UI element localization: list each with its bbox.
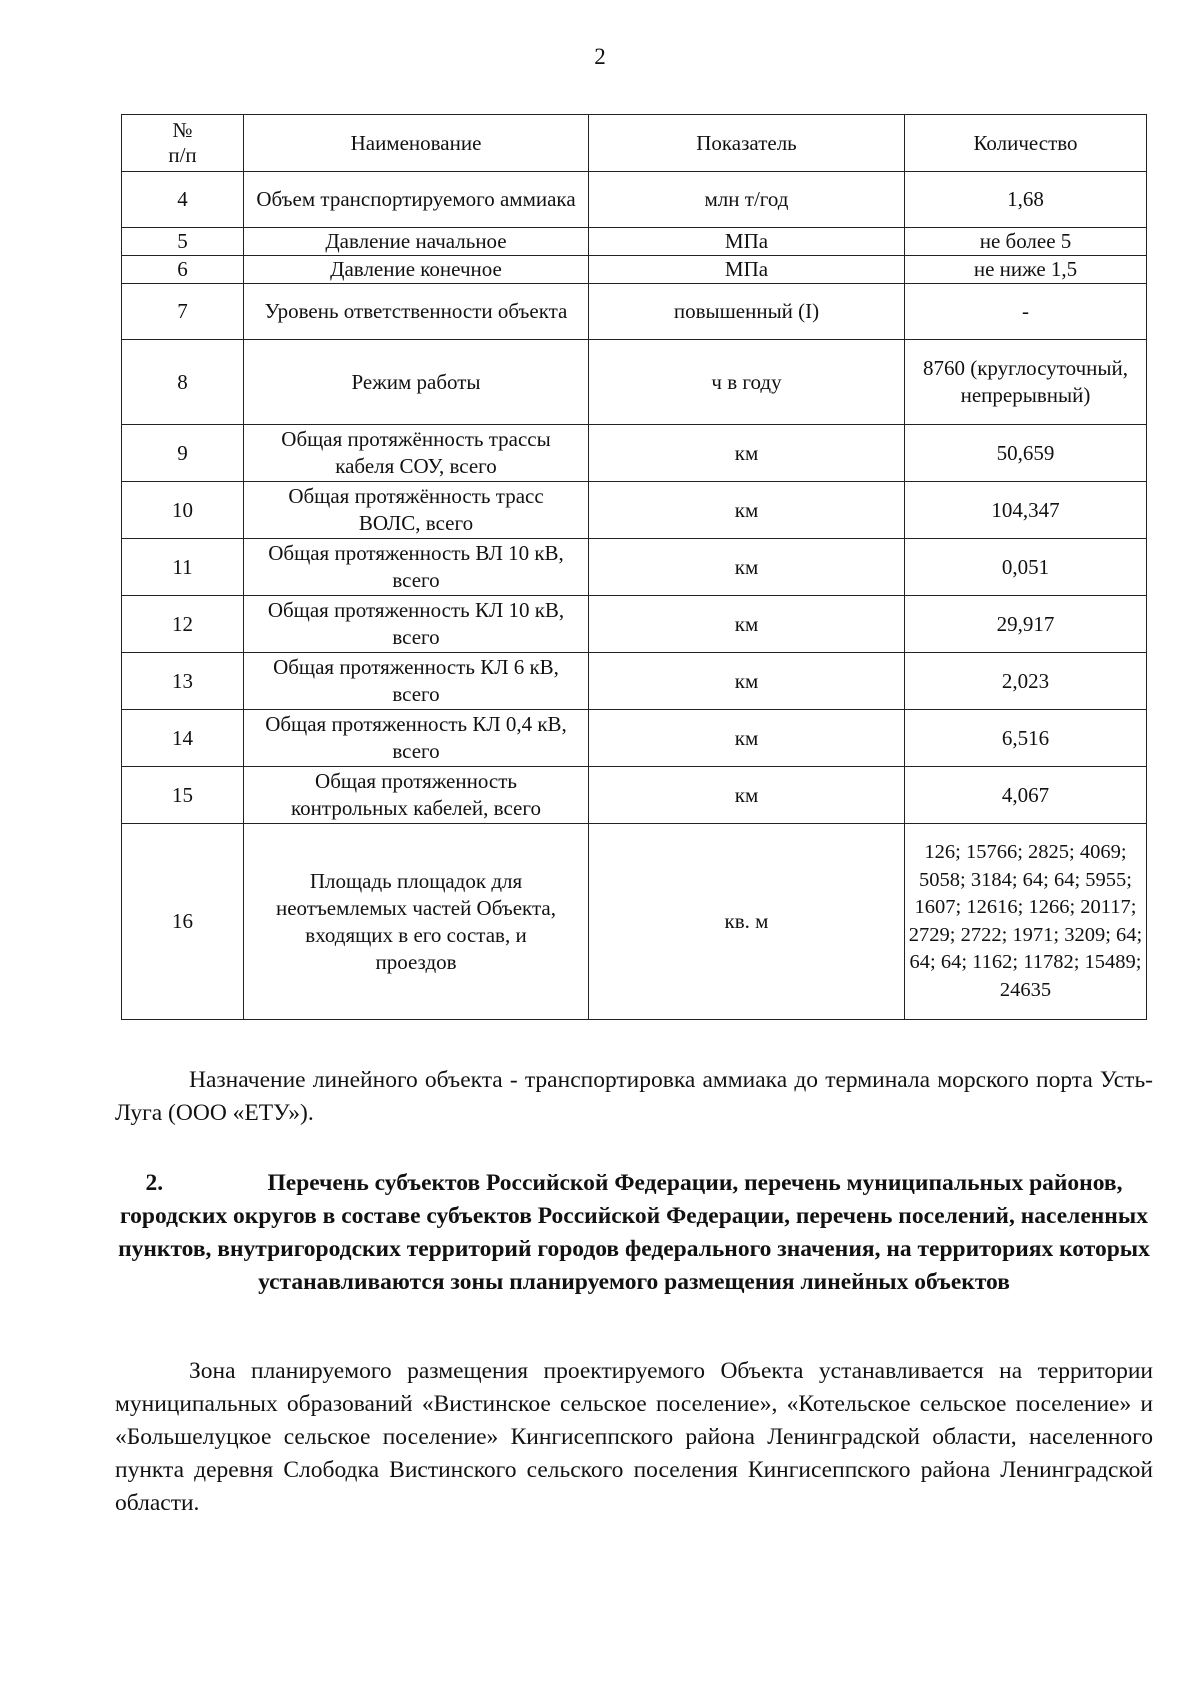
row-number: 16 — [122, 824, 244, 1020]
header-quantity: Количество — [905, 115, 1147, 172]
row-indicator: МПа — [589, 256, 905, 284]
row-indicator: повышенный (I) — [589, 284, 905, 340]
row-quantity: 0,051 — [905, 539, 1147, 596]
row-name: Общая протяжённость трассы кабеля СОУ, всего — [244, 425, 589, 482]
table-row — [122, 653, 1147, 710]
table-row — [122, 172, 1147, 228]
row-indicator: ч в году — [589, 340, 905, 425]
table-row — [122, 482, 1147, 539]
header-name: Наименование — [244, 115, 589, 172]
row-number: 9 — [122, 425, 244, 482]
page-number: 2 — [594, 44, 606, 69]
table-row — [122, 710, 1147, 767]
row-quantity: 29,917 — [905, 596, 1147, 653]
row-indicator: км — [589, 482, 905, 539]
row-quantity: 2,023 — [905, 653, 1147, 710]
table-row — [122, 539, 1147, 596]
row-indicator: км — [589, 425, 905, 482]
row-number: 10 — [122, 482, 244, 539]
table-row — [122, 596, 1147, 653]
row-quantity: 126; 15766; 2825; 4069; 5058; 3184; 64; 64; 5955; 1607; 12616; 1266; 20117; 2729; 2722; 1971; 3209; 64; 64; 64; 1162; 11782; 15489; 24635 — [905, 824, 1147, 1020]
row-number: 14 — [122, 710, 244, 767]
zone-paragraph: Зона планируемого размещения проектируемого Объекта устанавливается на территории муниципальных образований «Вистинское сельское поселение», «Котельское сельское поселение» и «Большелуцкое сельское поселение» Кингисеппского района Ленинградской области, населенного пункта деревня Слободка Вистинского сельского поселения Кингисеппского района Ленинградской области. — [115, 1358, 1153, 1516]
row-number: 13 — [122, 653, 244, 710]
row-indicator: км — [589, 710, 905, 767]
table-row — [122, 767, 1147, 824]
row-name: Давление начальное — [244, 228, 589, 256]
row-name: Общая протяженность КЛ 6 кВ, всего — [244, 653, 589, 710]
row-quantity: 8760 (круглосуточный, непрерывный) — [905, 340, 1147, 425]
table-row — [122, 284, 1147, 340]
row-name: Объем транспортируемого аммиака — [244, 172, 589, 228]
row-quantity: не ниже 1,5 — [905, 256, 1147, 284]
row-number: 11 — [122, 539, 244, 596]
table-row — [122, 340, 1147, 425]
row-quantity: 6,516 — [905, 710, 1147, 767]
row-number: 6 — [122, 256, 244, 284]
row-quantity: 50,659 — [905, 425, 1147, 482]
purpose-paragraph: Назначение линейного объекта - транспортировка аммиака до терминала морского порта Усть-Луга (ООО «ЕТУ»). — [115, 1067, 1153, 1126]
row-quantity: - — [905, 284, 1147, 340]
section-2-heading — [115, 1167, 1153, 1299]
row-name: Общая протяженность ВЛ 10 кВ, всего — [244, 539, 589, 596]
row-number: 5 — [122, 228, 244, 256]
header-number: № п/п — [122, 115, 244, 172]
row-name: Площадь площадок для неотъемлемых частей Объекта, входящих в его состав, и проездов — [244, 824, 589, 1020]
row-name: Общая протяженность контрольных кабелей, всего — [244, 767, 589, 824]
table-row — [122, 425, 1147, 482]
row-number: 15 — [122, 767, 244, 824]
row-quantity: 1,68 — [905, 172, 1147, 228]
section-number: 2. — [145, 1170, 164, 1196]
row-name: Общая протяжённость трасс ВОЛС, всего — [244, 482, 589, 539]
table-header-row — [122, 115, 1147, 172]
row-number: 12 — [122, 596, 244, 653]
row-number: 8 — [122, 340, 244, 425]
row-indicator: км — [589, 596, 905, 653]
specifications-table — [121, 114, 1147, 1020]
row-name: Общая протяженность КЛ 0,4 кВ, всего — [244, 710, 589, 767]
row-name: Уровень ответственности объекта — [244, 284, 589, 340]
section-title: Перечень субъектов Российской Федерации, перечень муниципальных районов, городских округов в составе субъектов Российской Федерации, перечень поселений, населенных пунктов, внутригородских территорий городов федерального значения, на территориях которых устанавливаются зоны планируемого размещения линейных объектов — [118, 1170, 1150, 1295]
row-indicator: кв. м — [589, 824, 905, 1020]
row-name: Давление конечное — [244, 256, 589, 284]
table-row — [122, 228, 1147, 256]
row-number: 4 — [122, 172, 244, 228]
row-name: Общая протяженность КЛ 10 кВ, всего — [244, 596, 589, 653]
row-quantity: 4,067 — [905, 767, 1147, 824]
row-indicator: км — [589, 767, 905, 824]
row-quantity: не более 5 — [905, 228, 1147, 256]
row-quantity: 104,347 — [905, 482, 1147, 539]
table-row — [122, 824, 1147, 1020]
row-indicator: км — [589, 539, 905, 596]
row-name: Режим работы — [244, 340, 589, 425]
row-number: 7 — [122, 284, 244, 340]
table-row — [122, 256, 1147, 284]
row-indicator: млн т/год — [589, 172, 905, 228]
row-indicator: км — [589, 653, 905, 710]
row-indicator: МПа — [589, 228, 905, 256]
header-indicator: Показатель — [589, 115, 905, 172]
